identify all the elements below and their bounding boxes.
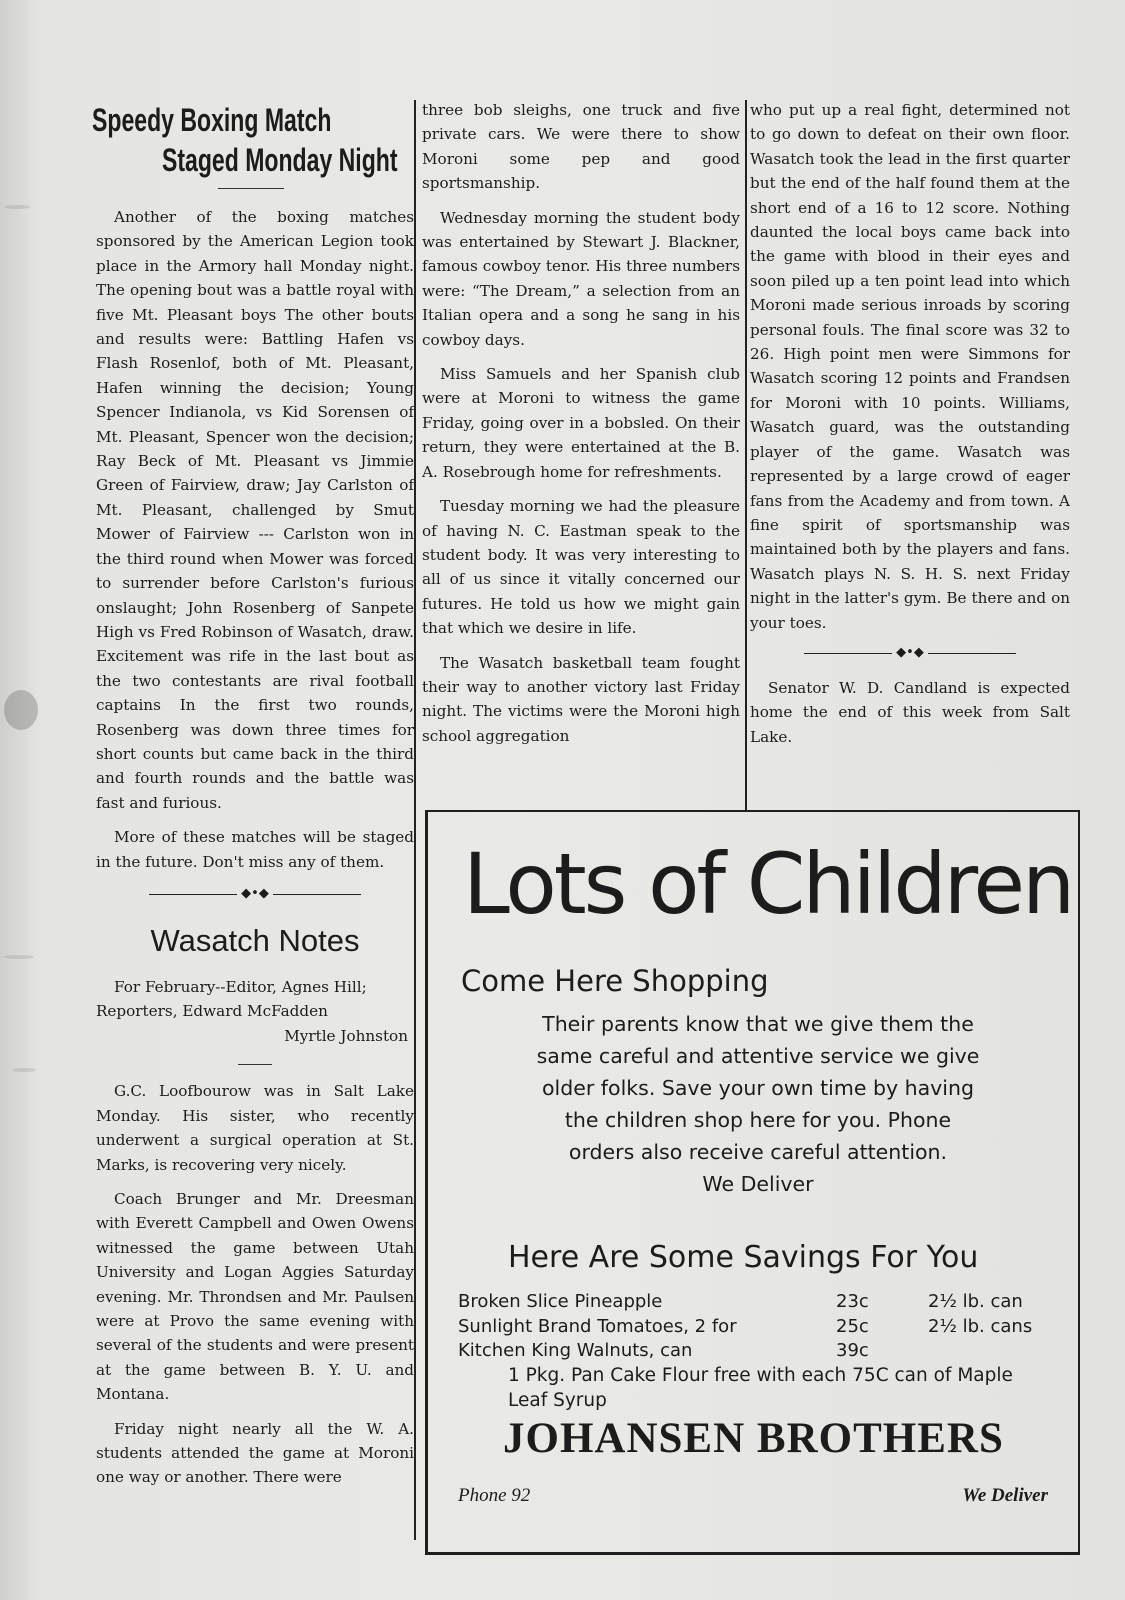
item-size: 2½ lb. can: [928, 1291, 1023, 1312]
johansen-brothers-ad: [425, 810, 1080, 1555]
ad-subhead: Come Here Shopping: [461, 964, 769, 998]
ad-body: [498, 1008, 1018, 1200]
notes-paragraph: Coach Brunger and Mr. Dreesman with Everett Campbell and Owen Owens witnessed the game between Utah University and Logan Aggies Saturday evening. Mr. Throndsen and Mr. Paulsen were at Provo the same evening with several of the students and were present at the game between B. Y. U. and Montana.: [96, 1189, 414, 1404]
ad-body-line: orders also receive careful attention.: [568, 1140, 948, 1164]
article-paragraph: three bob sleighs, one truck and five private cars. We were there to show Moroni some pep and good sportsmanship.: [422, 101, 740, 193]
short-rule-2: [238, 1064, 272, 1065]
article-paragraph: Senator W. D. Candland is expected home the end of this week from Salt Lake.: [750, 679, 1070, 746]
item-price: 25c: [836, 1315, 869, 1337]
notes-paragraph: G.C. Loofbourow was in Salt Lake Monday. His sister, who recently underwent a surgical operation at St. Marks, is recovering very nicely.: [96, 1082, 414, 1174]
ad-brand-name: JOHANSEN BROTHERS: [503, 1415, 1004, 1462]
ad-body-line: the children shop here for you. Phone: [564, 1108, 952, 1132]
article-paragraph: The Wasatch basketball team fought their way to another victory last Friday night. The victims were the Moroni high school aggregation: [422, 653, 740, 745]
item-price: 39c: [836, 1340, 869, 1361]
item-name: Sunlight Brand Tomatoes, 2 for: [458, 1315, 737, 1337]
ad-body-line: older folks. Save your own time by having: [542, 1076, 974, 1100]
ad-we-deliver: We Deliver: [702, 1172, 814, 1196]
ornament-divider: ◆•◆: [96, 882, 414, 907]
ad-body-line: Their parents know that we give them the: [542, 1012, 974, 1036]
column-3: [750, 98, 1070, 759]
ad-free-offer: 1 Pkg. Pan Cake Flour free with each 75C can of Maple Leaf Syrup: [508, 1365, 1013, 1411]
notes-paragraph: Friday night nearly all the W. A. students attended the game at Moroni one way or another. There were: [96, 1419, 414, 1487]
ornament-divider-2: ◆•◆: [750, 641, 1070, 666]
paper-mark: [4, 205, 30, 209]
column-rule-1: [414, 100, 416, 1540]
price-list-item: [458, 1315, 1058, 1340]
paper-mark: [12, 1068, 36, 1072]
headline-line-2: Staged Monday Night: [162, 142, 398, 178]
notes-staff-reporter-2: Myrtle Johnston: [284, 1026, 408, 1045]
article-paragraph: Miss Samuels and her Spanish club were at Moroni to witness the game Friday, going over in a bobsled. On their return, they were entertained at the B. A. Rosebrough home for refreshments.: [422, 365, 740, 481]
article-paragraph: who put up a real fight, determined not to go down to defeat on their own floor. Wasatch took the lead in the first quarter but the end of the half found them at the short end of a 16 to 12 score. Nothing daunted the local boys came back into the game with blood in their eyes and soon piled up a ten point lead into which Moroni made serious inroads by scoring personal fouls. The final score was 32 to 26. High point men were Simmons for Wasatch scoring 12 points and Frandsen for Moroni with 10 points. Williams, Wasatch guard, was the outstanding player of the game. Wasatch was represented by a large crowd of eager fans from the Academy and from town. A fine spirit of sportsmanship was maintained both by the players and fans. Wasatch plays N. S. H. S. next Friday night in the latter's gym. Be there and on your toes.: [750, 101, 1070, 632]
item-size: 2½ lb. cans: [928, 1315, 1033, 1337]
article-paragraph: Tuesday morning we had the pleasure of having N. C. Eastman speak to the student body. It was very interesting to all of us since it vitally concerned our futures. He told us how we might gain that which we desire in life.: [422, 497, 740, 638]
price-list-item: [458, 1339, 1058, 1364]
notes-staff-editor: For February--Editor, Agnes Hill;: [114, 978, 367, 997]
headline-line-1: Speedy Boxing Match: [92, 102, 332, 138]
paper-mark: [4, 955, 34, 959]
ad-body-line: same careful and attentive service we give: [536, 1044, 980, 1068]
item-name: Kitchen King Walnuts, can: [458, 1340, 693, 1361]
notes-staff-reporters: Reporters, Edward McFadden: [96, 1002, 328, 1021]
price-list-item: [458, 1290, 1058, 1315]
boxing-paragraph: Another of the boxing matches sponsored by the American Legion took place in the Armory hall Monday night. The opening bout was a battle royal with five Mt. Pleasant boys The other bouts and results were: Battling Hafen vs Flash Rosenlof, both of Mt. Pleasant, Hafen winning the decision; Young Spencer Indianola, vs Kid Sorensen of Mt. Pleasant, Spencer won the decision; Ray Beck of Mt. Pleasant vs Jimmie Green of Fairview, draw; Jay Carlston of Mt. Pleasant, challenged by Smut Mower of Fairview --- Carlston won in the third round when Mower was forced to surrender before Carlston's furious onslaught; John Rosenberg of Sanpete High vs Fred Robinson of Wasatch, draw. Excitement was rife in the last bout as the two contestants are rival football captains In the first two rounds, Rosenberg was down three times for short counts but came back in the third and fourth rounds and the battle was fast and furious.: [96, 208, 414, 812]
paper-tear: [4, 690, 38, 730]
boxing-paragraph-2: More of these matches will be staged in the future. Don't miss any of them.: [96, 828, 414, 871]
ad-phone: Phone 92: [458, 1485, 531, 1506]
article-paragraph: Wednesday morning the student body was entertained by Stewart J. Blackner, famous cowboy tenor. His three numbers were: “The Dream,” a selection from an Italian opera and a song he sang in his cowboy days.: [422, 208, 740, 349]
column-2: [422, 98, 740, 758]
column-1: [92, 100, 414, 1500]
ad-price-list: [458, 1290, 1058, 1364]
item-price: 23c: [836, 1291, 869, 1312]
column-rule-2: [745, 100, 747, 812]
ad-headline: Lots of Children: [463, 835, 1073, 933]
item-name: Broken Slice Pineapple: [458, 1291, 663, 1312]
boxing-headline: [92, 100, 414, 192]
wasatch-notes-title: Wasatch Notes: [150, 923, 360, 959]
ad-we-deliver-footer: We Deliver: [962, 1485, 1048, 1506]
ad-savings-title: Here Are Some Savings For You: [508, 1240, 979, 1275]
